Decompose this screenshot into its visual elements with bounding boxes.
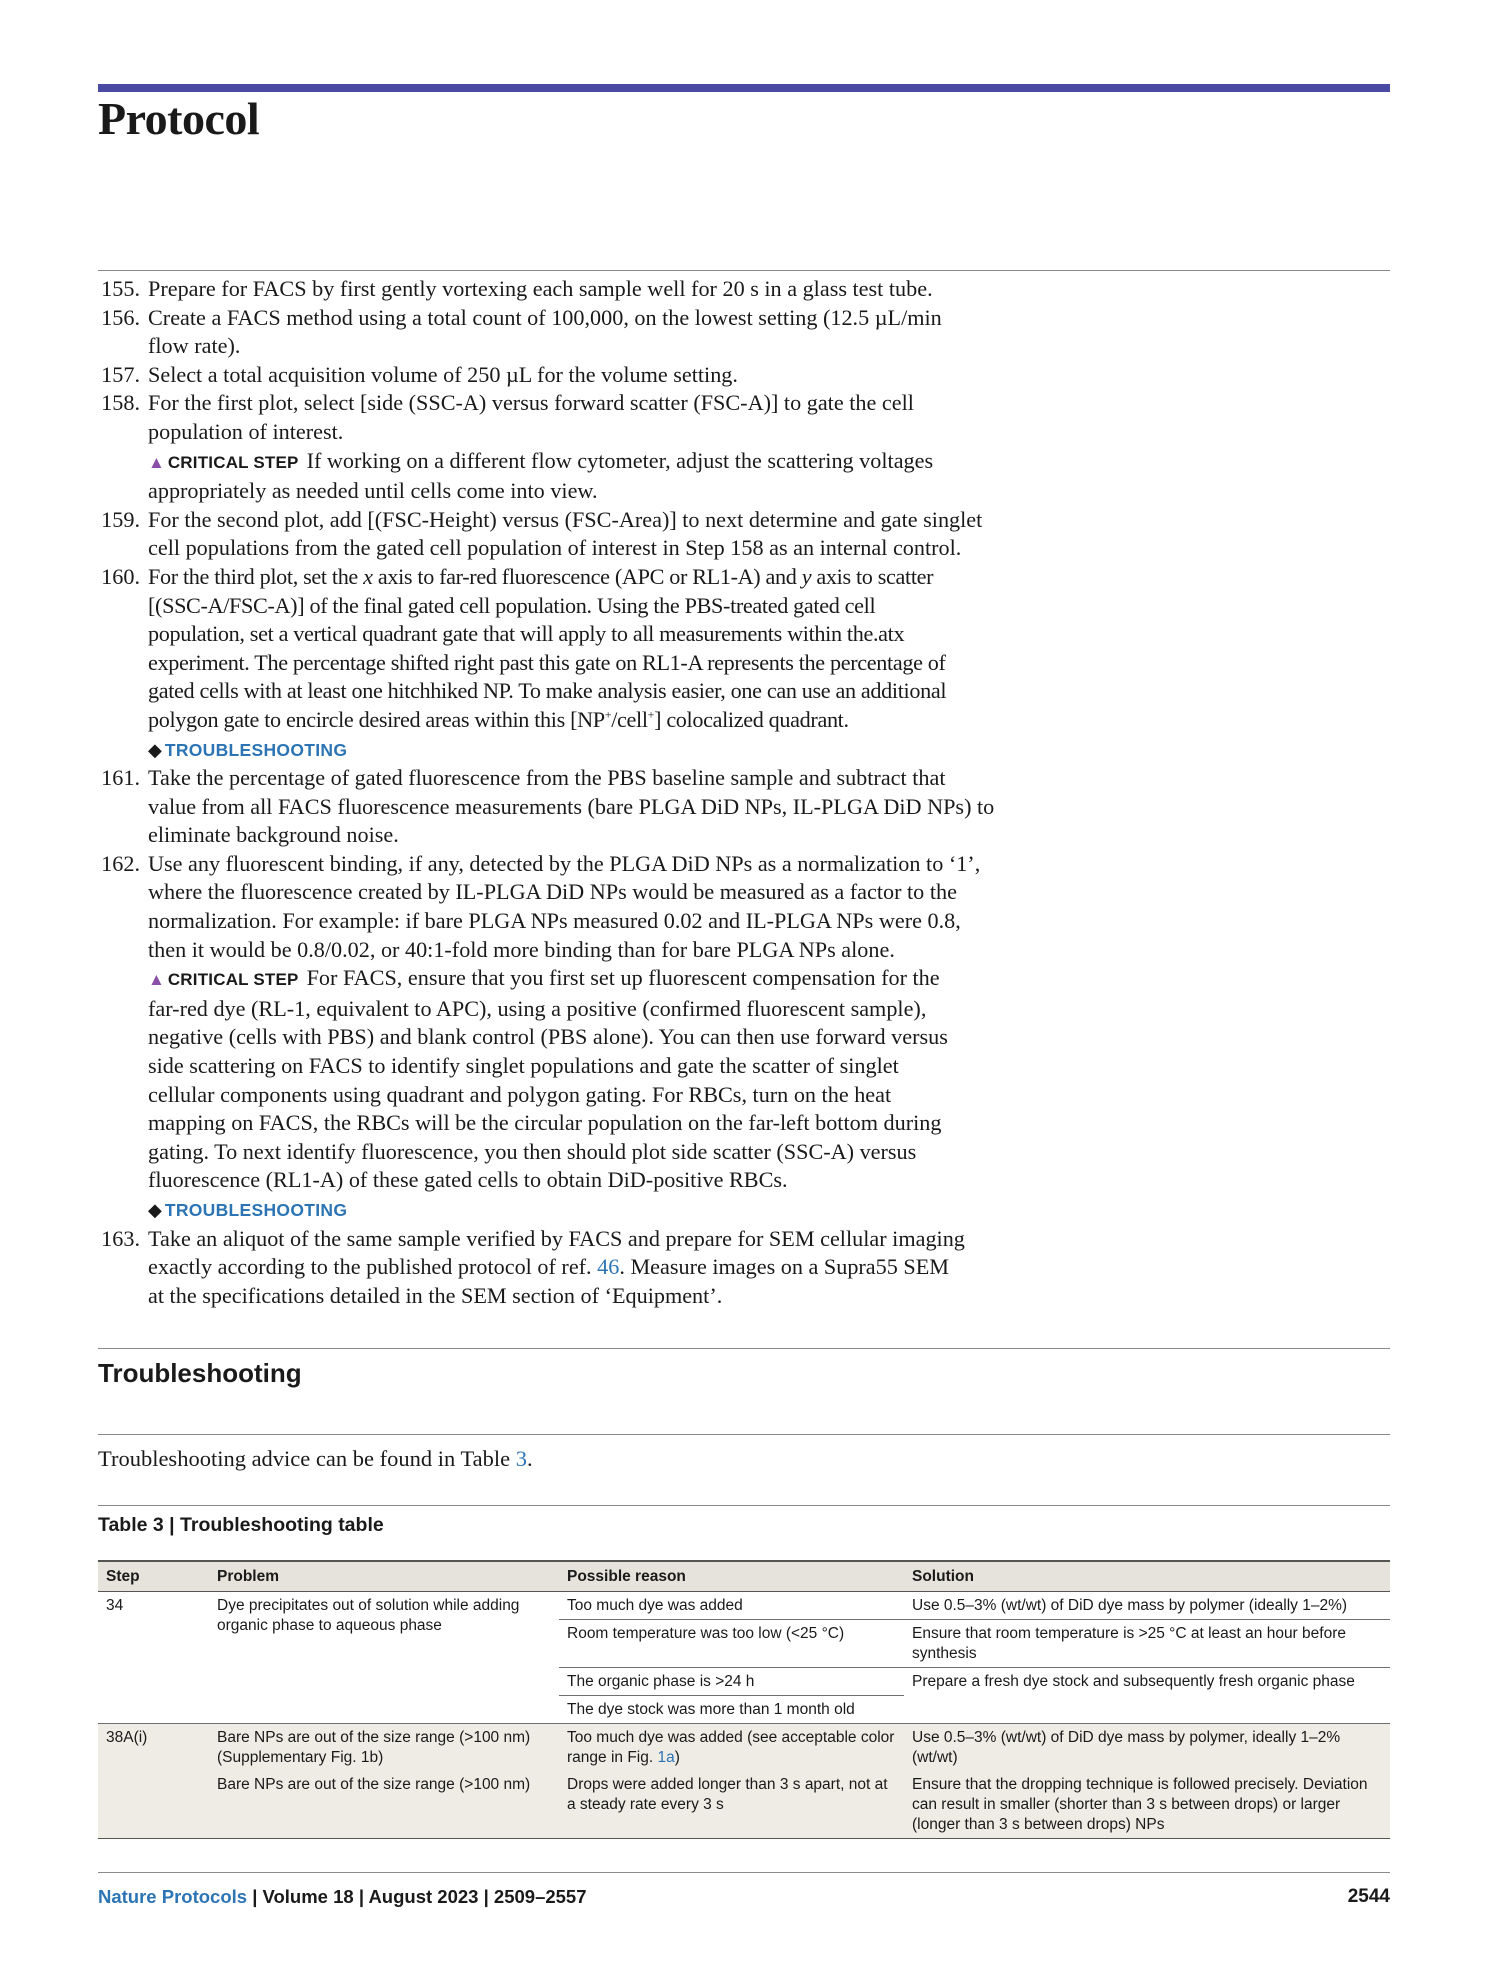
table-row bbox=[98, 1592, 1390, 1620]
critical-text: appropriately as needed until cells come into view. bbox=[148, 478, 598, 504]
step-number: 160. bbox=[101, 563, 140, 589]
step-text: Take an aliquot of the same sample verified by FACS and prepare for SEM cellular imaging bbox=[148, 1225, 965, 1251]
divider bbox=[98, 270, 1390, 271]
table-cell: Bare NPs are out of the size range (>100 nm) (Supplementary Fig. 1b) bbox=[209, 1724, 559, 1772]
troubleshooting-table bbox=[98, 1560, 1390, 1839]
column-header: Problem bbox=[209, 1561, 559, 1592]
table-cell bbox=[559, 1724, 904, 1772]
troubleshooting-label[interactable]: TROUBLESHOOTING bbox=[164, 739, 348, 760]
table-cell: The organic phase is >24 h bbox=[559, 1668, 904, 1696]
step-156 bbox=[98, 304, 1088, 361]
step-number: 163. bbox=[101, 1225, 140, 1251]
table-cell: The dye stock was more than 1 month old bbox=[559, 1696, 904, 1724]
diamond-icon: ◆ bbox=[148, 1200, 162, 1220]
text-run: . Measure images on a Supra55 SEM bbox=[619, 1254, 950, 1280]
step-text: experiment. The percentage shifted right past this gate on RL1-A represents the percentage of bbox=[148, 649, 946, 675]
step-159 bbox=[98, 506, 1088, 563]
figure-reference-link[interactable]: 1a bbox=[657, 1749, 675, 1766]
step-number: 155. bbox=[101, 276, 140, 301]
text-run: /cell bbox=[611, 706, 648, 732]
step-text: at the specifications detailed in the SEM section of ‘Equipment’. bbox=[148, 1282, 723, 1308]
table-cell: 38A(i) bbox=[98, 1724, 209, 1839]
text-run: For the third plot, set the bbox=[148, 563, 364, 589]
divider bbox=[98, 1348, 1390, 1349]
table-cell: Ensure that the dropping technique is followed precisely. Deviation can result in smaller (shorter than 3 s between drops) or larger (longer than 3 s between drops) NPs bbox=[904, 1771, 1390, 1839]
critical-text: fluorescence (RL1-A) of these gated cells to obtain DiD-positive RBCs. bbox=[148, 1167, 788, 1193]
step-number: 161. bbox=[101, 765, 140, 791]
table-header-row bbox=[98, 1561, 1390, 1592]
text-run: Too much dye was added (see acceptable color range in Fig. bbox=[567, 1729, 895, 1766]
table-reference-link[interactable]: 3 bbox=[515, 1446, 527, 1471]
column-header: Step bbox=[98, 1561, 209, 1592]
step-text: flow rate). bbox=[148, 333, 241, 359]
table-row bbox=[98, 1771, 1390, 1839]
journal-name[interactable]: Nature Protocols bbox=[98, 1886, 248, 1907]
step-text: Use any fluorescent binding, if any, detected by the PLGA DiD NPs as a normalization to ‘1’, bbox=[148, 850, 981, 876]
step-text: [(SSC-A/FSC-A)] of the final gated cell population. Using the PBS-treated gated cell bbox=[148, 592, 876, 618]
step-text: Prepare for FACS by first gently vortexing each sample well for 20 s in a glass test tube. bbox=[148, 276, 933, 301]
step-number: 158. bbox=[101, 390, 140, 416]
reference-link[interactable]: 46 bbox=[597, 1254, 620, 1280]
text-run: axis to far-red fluorescence (APC or RL1-A) and bbox=[372, 563, 802, 589]
critical-text: far-red dye (RL-1, equivalent to APC), using a positive (confirmed fluorescent sample), bbox=[148, 995, 927, 1021]
critical-step-label: CRITICAL STEP bbox=[167, 452, 299, 472]
column-header: Solution bbox=[904, 1561, 1390, 1592]
diamond-icon: ◆ bbox=[148, 739, 162, 760]
step-text: normalization. For example: if bare PLGA NPs measured 0.02 and IL-PLGA NPs were 0.8, bbox=[148, 908, 961, 934]
critical-text: gating. To next identify fluorescence, you then should plot side scatter (SSC-A) versus bbox=[148, 1138, 917, 1164]
header-accent-bar bbox=[98, 84, 1390, 92]
table-caption: Table 3 | Troubleshooting table bbox=[98, 1514, 384, 1536]
table-cell: Prepare a fresh dye stock and subsequently fresh organic phase bbox=[904, 1668, 1390, 1724]
table-cell: Too much dye was added bbox=[559, 1592, 904, 1620]
superscript: + bbox=[604, 707, 612, 722]
critical-step-note bbox=[148, 964, 1088, 995]
text-run: ) bbox=[674, 1749, 680, 1766]
table-cell: Use 0.5–3% (wt/wt) of DiD dye mass by polymer (ideally 1–2%) bbox=[904, 1592, 1390, 1620]
step-number: 156. bbox=[101, 304, 140, 330]
text-run: polygon gate to encircle desired areas within this [NP bbox=[148, 706, 605, 732]
step-157 bbox=[98, 361, 1088, 390]
text-run: exactly according to the published protocol of ref. bbox=[148, 1254, 598, 1280]
page-section-title: Protocol bbox=[98, 93, 260, 144]
critical-text: side scattering on FACS to identify singlet populations and gate the scatter of singlet bbox=[148, 1053, 899, 1079]
step-text: where the fluorescence created by IL-PLGA DiD NPs would be measured as a factor to the bbox=[148, 879, 957, 905]
table-row bbox=[98, 1724, 1390, 1772]
troubleshooting-heading: Troubleshooting bbox=[98, 1358, 302, 1388]
text-run: . bbox=[526, 1446, 533, 1471]
table-cell: Dye precipitates out of solution while adding organic phase to aqueous phase bbox=[209, 1592, 559, 1724]
divider bbox=[98, 1505, 1390, 1506]
step-text: value from all FACS fluorescence measurements (bare PLGA DiD NPs, IL-PLGA DiD NPs) to bbox=[148, 793, 995, 819]
critical-step-label: CRITICAL STEP bbox=[167, 970, 299, 990]
step-number: 162. bbox=[101, 850, 140, 876]
table-cell: Room temperature was too low (<25 °C) bbox=[559, 1620, 904, 1668]
step-155 bbox=[98, 275, 1088, 304]
step-158 bbox=[98, 389, 1088, 505]
step-text: gated cells with at least one hitchhiked NP. To make analysis easier, one can use an additional bbox=[148, 678, 947, 704]
superscript: + bbox=[647, 707, 655, 722]
step-162 bbox=[98, 850, 1088, 1225]
step-text: For the second plot, add [(FSC-Height) versus (FSC-Area)] to next determine and gate singlet bbox=[148, 506, 983, 532]
text-run: x bbox=[363, 563, 373, 589]
divider bbox=[98, 1434, 1390, 1435]
step-text: Take the percentage of gated fluorescence from the PBS baseline sample and subtract that bbox=[148, 765, 946, 791]
step-text: For the first plot, select [side (SSC-A) versus forward scatter (FSC-A)] to gate the cell bbox=[148, 390, 914, 416]
critical-text: negative (cells with PBS) and blank control (PBS alone). You can then use forward versus bbox=[148, 1024, 948, 1050]
critical-text: For FACS, ensure that you first set up fluorescent compensation for the bbox=[306, 965, 940, 991]
step-text: population, set a vertical quadrant gate that will apply to all measurements within the.atx bbox=[148, 621, 905, 647]
troubleshooting-advice bbox=[98, 1446, 533, 1472]
step-text: Select a total acquisition volume of 250 µL for the volume setting. bbox=[148, 361, 738, 387]
issue-details: | Volume 18 | August 2023 | 2509–2557 bbox=[247, 1886, 587, 1907]
page-number: 2544 bbox=[1347, 1886, 1390, 1907]
table-cell: Use 0.5–3% (wt/wt) of DiD dye mass by polymer, ideally 1–2% (wt/wt) bbox=[904, 1724, 1390, 1772]
critical-text: mapping on FACS, the RBCs will be the circular population on the far-left bottom during bbox=[148, 1110, 942, 1136]
text-run: ] colocalized quadrant. bbox=[654, 706, 849, 732]
critical-text: If working on a different flow cytometer, adjust the scattering voltages bbox=[306, 447, 934, 473]
step-text: cell populations from the gated cell population of interest in Step 158 as an internal control. bbox=[148, 535, 962, 561]
footer-citation bbox=[98, 1886, 587, 1908]
table-cell: Drops were added longer than 3 s apart, not at a steady rate every 3 s bbox=[559, 1771, 904, 1839]
troubleshooting-link[interactable] bbox=[148, 1195, 1088, 1225]
table-cell: 34 bbox=[98, 1592, 209, 1724]
text-run: axis to scatter bbox=[811, 563, 934, 589]
column-header: Possible reason bbox=[559, 1561, 904, 1592]
step-text bbox=[148, 563, 1088, 592]
table-cell: Bare NPs are out of the size range (>100 nm) bbox=[209, 1771, 559, 1839]
troubleshooting-label[interactable]: TROUBLESHOOTING bbox=[164, 1200, 348, 1220]
procedure-steps bbox=[98, 275, 1088, 1310]
table-cell: Ensure that room temperature is >25 °C at least an hour before synthesis bbox=[904, 1620, 1390, 1668]
text-run: y bbox=[801, 563, 812, 589]
step-160 bbox=[98, 563, 1088, 764]
warning-triangle-icon: ▲ bbox=[148, 970, 165, 990]
step-text: then it would be 0.8/0.02, or 40:1-fold more binding than for bare PLGA NPs alone. bbox=[148, 936, 895, 962]
step-161 bbox=[98, 764, 1088, 850]
step-text bbox=[148, 706, 1088, 735]
text-run: Troubleshooting advice can be found in Table bbox=[98, 1446, 516, 1471]
step-text: Create a FACS method using a total count of 100,000, on the lowest setting (12.5 µL/min bbox=[148, 304, 942, 330]
step-text: population of interest. bbox=[148, 418, 344, 444]
critical-text: cellular components using quadrant and polygon gating. For RBCs, turn on the heat bbox=[148, 1081, 892, 1107]
warning-triangle-icon: ▲ bbox=[148, 452, 165, 472]
step-text: eliminate background noise. bbox=[148, 822, 399, 848]
divider bbox=[98, 1872, 1390, 1873]
step-number: 159. bbox=[101, 506, 140, 532]
step-number: 157. bbox=[101, 361, 140, 387]
critical-step-note bbox=[148, 447, 1088, 478]
step-text bbox=[148, 1253, 1088, 1282]
step-163 bbox=[98, 1225, 1088, 1311]
troubleshooting-link[interactable] bbox=[148, 735, 1088, 765]
